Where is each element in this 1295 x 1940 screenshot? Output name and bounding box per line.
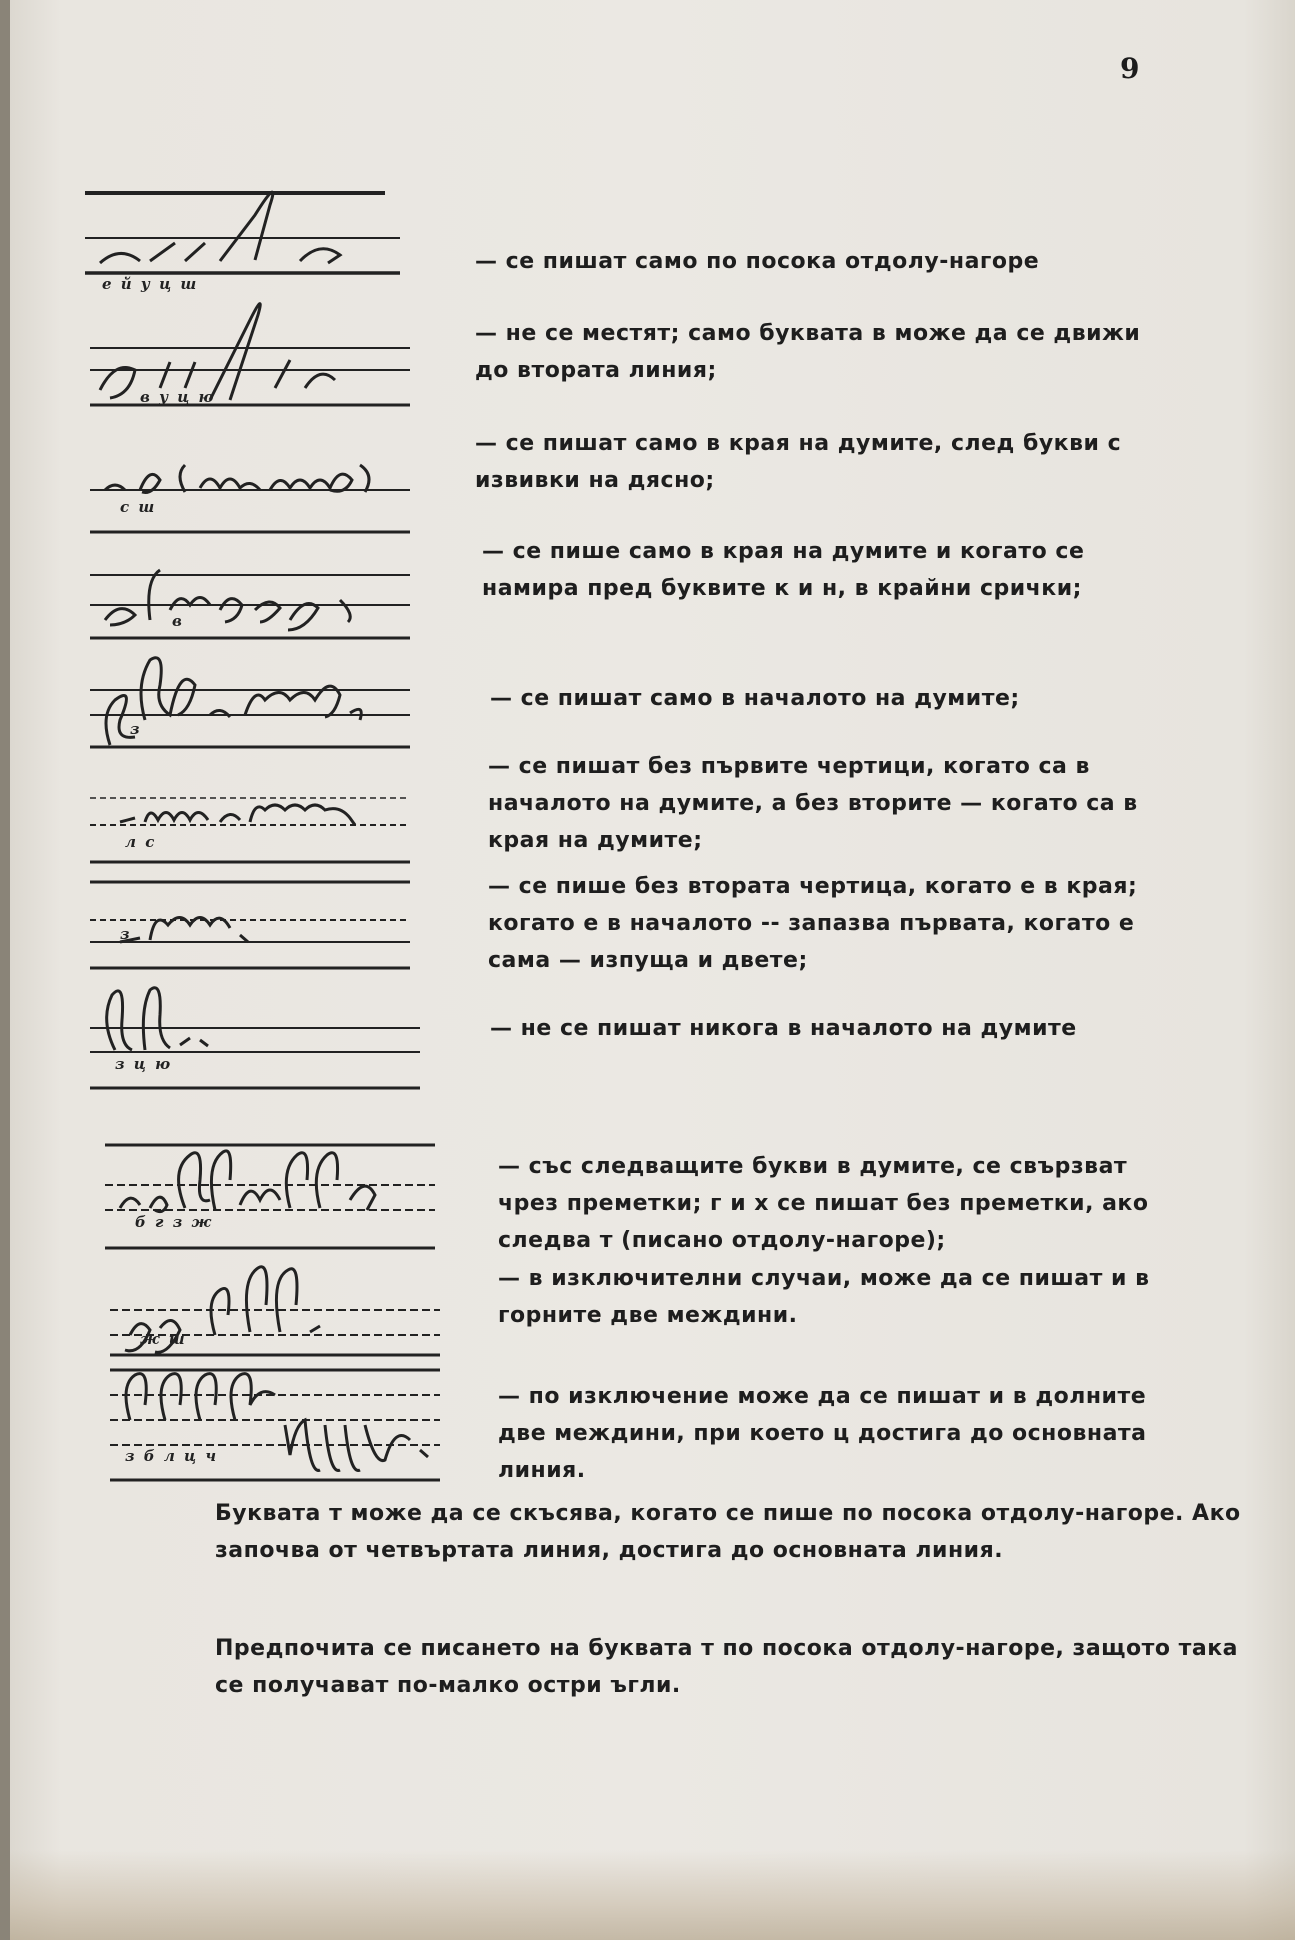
example-block-5 xyxy=(90,645,420,755)
example-letters: в у ц ю xyxy=(140,388,216,406)
example-block-2 xyxy=(90,300,420,410)
handwriting-sample-4 xyxy=(90,560,420,645)
rule-text-7: — се пише без втората чертица, когато е в края; когато е в началото -- запазва първата, когато е сама — изпуща и двете; xyxy=(488,874,1138,973)
example-block-6 xyxy=(90,790,420,880)
example-letters: б г з ж xyxy=(135,1213,214,1231)
paper-stain xyxy=(10,1850,1295,1940)
rule-text-9: — със следващите букви в думите, се свързват чрез преметки; г и х се пишат без преметки, ако следва т (писано отдолу-нагоре); xyxy=(498,1154,1149,1253)
example-block-3 xyxy=(90,460,420,540)
example-letters: з xyxy=(120,925,132,943)
paragraph-1: Буквата т може да се скъсява, когато се пише по посока отдолу-нагоре. Ако започва от четвъртата линия, достига до основната линия. xyxy=(215,1501,1241,1563)
rule-text-3: — се пишат само в края на думите, след букви с извивки на дясно; xyxy=(475,431,1122,493)
handwriting-sample-11 xyxy=(110,1365,450,1485)
rule-text-5: — се пишат само в началото на думите; xyxy=(490,686,1020,711)
rule-text-10: — в изключителни случаи, може да се пишат и в горните две междини. xyxy=(498,1266,1150,1328)
example-letters: з xyxy=(130,720,142,738)
example-block-11 xyxy=(110,1365,450,1485)
handwriting-sample-9 xyxy=(105,1140,445,1250)
example-block-9 xyxy=(105,1140,445,1250)
rule-text-8: — не се пишат никога в началото на думите xyxy=(490,1016,1077,1041)
example-letters: ж ш xyxy=(140,1330,187,1348)
rule-text-2: — не се местят; само буквата в може да се движи до втората линия; xyxy=(475,321,1141,383)
document-page xyxy=(10,0,1295,1940)
rule-text-1: — се пишат само по посока отдолу-нагоре xyxy=(475,249,1040,274)
example-block-8 xyxy=(90,980,430,1090)
example-block-10 xyxy=(110,1260,450,1360)
handwriting-sample-8 xyxy=(90,980,430,1090)
example-block-1 xyxy=(80,185,410,293)
example-block-7 xyxy=(90,880,420,970)
example-letters: е й у ц ш xyxy=(102,275,199,293)
handwriting-sample-1 xyxy=(80,185,410,285)
example-letters: с ш xyxy=(120,498,157,516)
example-letters: з б л ц ч xyxy=(125,1447,219,1465)
page-number: 9 xyxy=(1120,52,1140,85)
example-block-4 xyxy=(90,560,420,645)
rule-text-4: — се пише само в края на думите и когато се намира пред буквите к и н, в крайни срички; xyxy=(482,539,1085,601)
example-letters: л с xyxy=(125,833,157,851)
rule-text-11: — по изключение може да се пишат и в долните две междини, при което ц достига до основната линия. xyxy=(498,1384,1147,1483)
paragraph-2: Предпочита се писането на буквата т по посока отдолу-нагоре, защото така се получават по-малко остри ъгли. xyxy=(215,1636,1238,1698)
rule-text-6: — се пишат без първите чертици, когато са в началото на думите, а без вторите — когато са в края на думите; xyxy=(488,754,1138,853)
example-letters: з ц ю xyxy=(115,1055,173,1073)
handwriting-sample-7 xyxy=(90,880,420,970)
example-letters: в xyxy=(172,612,184,630)
handwriting-sample-5 xyxy=(90,645,420,755)
